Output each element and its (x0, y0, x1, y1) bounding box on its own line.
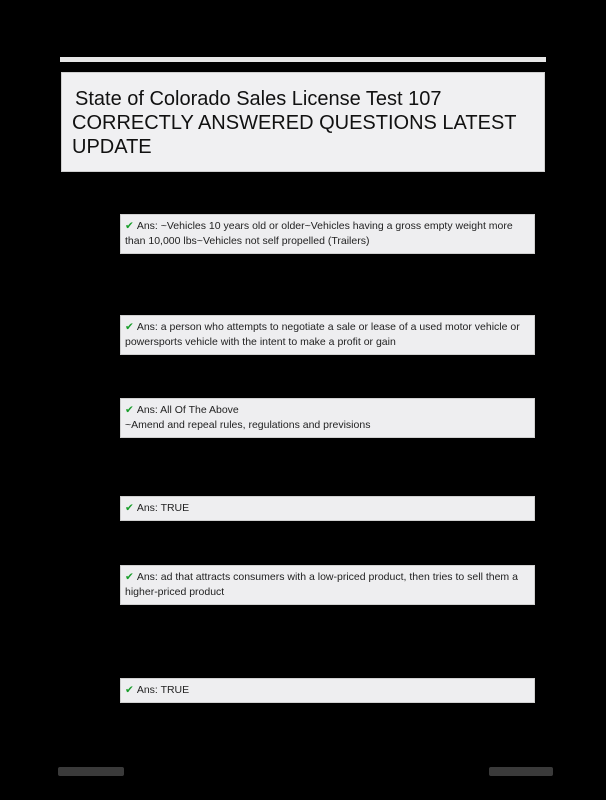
header-rule (60, 57, 546, 62)
answer-text: ad that attracts consumers with a low-priced product, then tries to sell them a higher-priced product (125, 571, 518, 598)
title-line-2: CORRECTLY ANSWERED QUESTIONS LATEST UPDATE (72, 112, 517, 158)
title-box (61, 72, 545, 172)
check-icon: ✔ (125, 502, 134, 514)
answer-prefix: Ans: (136, 404, 161, 416)
check-icon: ✔ (125, 220, 134, 232)
answer-box-3 (120, 398, 535, 438)
answer-box-1 (120, 214, 535, 254)
answer-text-line-2: ~Amend and repeal rules, regulations and previsions (125, 419, 371, 431)
check-icon: ✔ (125, 684, 134, 696)
footer-watermark-right (489, 767, 553, 776)
footer-watermark-left (58, 767, 124, 776)
check-icon: ✔ (125, 404, 134, 416)
answer-text: All Of The Above (160, 404, 239, 416)
answer-text: TRUE (160, 502, 190, 514)
answer-prefix: Ans: (136, 571, 161, 583)
answer-prefix: Ans: (136, 684, 161, 696)
check-icon: ✔ (125, 321, 134, 333)
answer-prefix: Ans: (136, 220, 161, 232)
answer-text: a person who attempts to negotiate a sale or lease of a used motor vehicle or powersports vehicle with the intent to make a profit or gain (125, 321, 520, 348)
answer-box-5 (120, 565, 535, 605)
answer-box-6 (120, 678, 535, 703)
answer-box-2 (120, 315, 535, 355)
title-line-1: State of Colorado Sales License Test 107 (75, 88, 442, 110)
page-title (72, 87, 536, 159)
answer-box-4 (120, 496, 535, 521)
answer-prefix: Ans: (136, 321, 161, 333)
check-icon: ✔ (125, 571, 134, 583)
answer-text: TRUE (160, 684, 190, 696)
answer-text: ~Vehicles 10 years old or older~Vehicles having a gross empty weight more than 10,000 lbs~Vehicles not self propelled (Trailers) (125, 220, 513, 247)
answer-prefix: Ans: (136, 502, 161, 514)
